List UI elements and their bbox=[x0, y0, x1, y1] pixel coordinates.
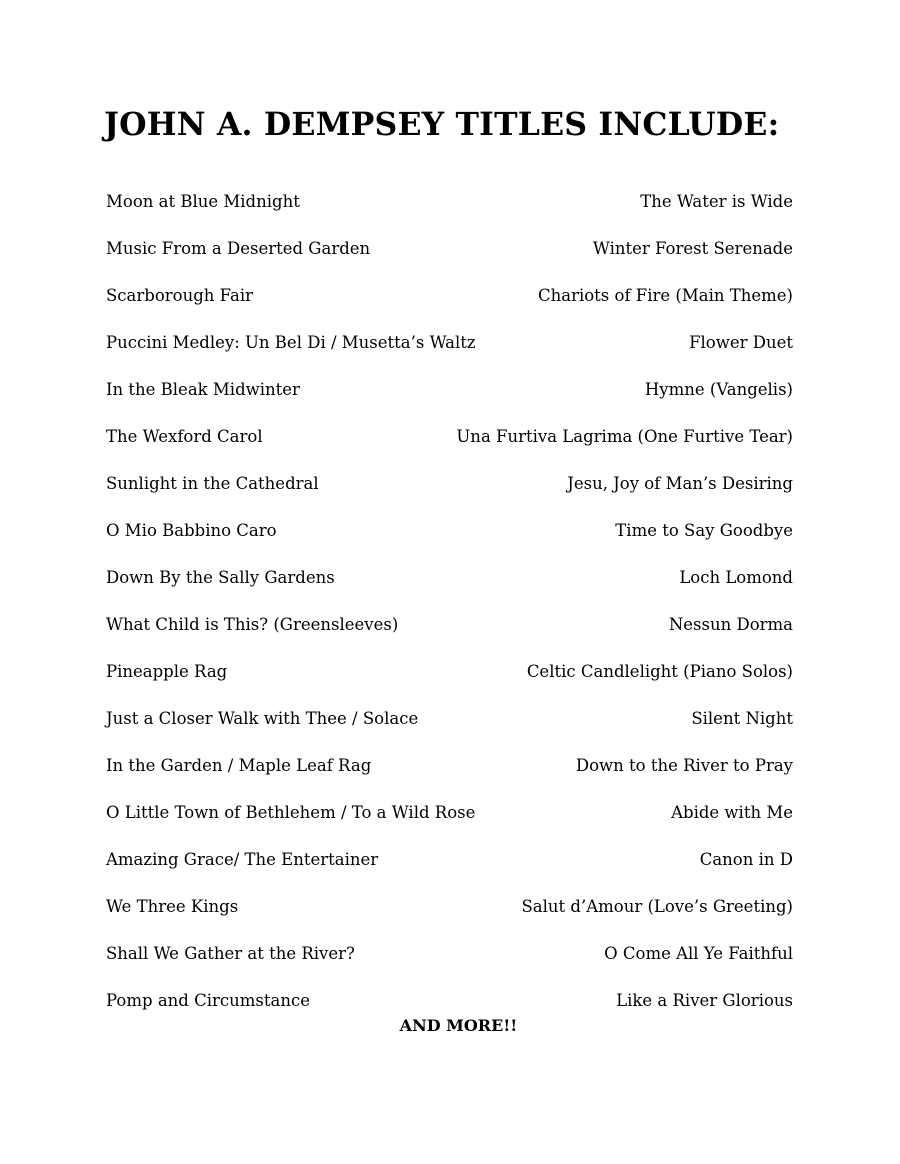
title-right: Abide with Me bbox=[671, 803, 793, 822]
title-row bbox=[106, 661, 793, 708]
title-row bbox=[106, 332, 793, 379]
title-left: Music From a Deserted Garden bbox=[106, 239, 371, 258]
title-right: Time to Say Goodbye bbox=[615, 521, 793, 540]
title-row bbox=[106, 943, 793, 990]
title-left: O Mio Babbino Caro bbox=[106, 521, 277, 540]
title-row bbox=[106, 238, 793, 285]
title-row bbox=[106, 708, 793, 755]
title-right: Winter Forest Serenade bbox=[592, 239, 793, 258]
title-left: Amazing Grace/ The Entertainer bbox=[106, 850, 379, 869]
title-right: Flower Duet bbox=[689, 333, 793, 352]
title-row bbox=[106, 520, 793, 567]
title-left: What Child is This? (Greensleeves) bbox=[106, 615, 399, 634]
title-right: Una Furtiva Lagrima (One Furtive Tear) bbox=[456, 427, 793, 446]
title-row bbox=[106, 379, 793, 426]
title-left: Sunlight in the Cathedral bbox=[106, 474, 319, 493]
page-title: JOHN A. DEMPSEY TITLES INCLUDE: bbox=[104, 106, 780, 143]
title-row bbox=[106, 849, 793, 896]
title-row bbox=[106, 426, 793, 473]
title-row bbox=[106, 285, 793, 332]
title-left: Shall We Gather at the River? bbox=[106, 944, 355, 963]
title-row bbox=[106, 896, 793, 943]
title-right: Hymne (Vangelis) bbox=[644, 380, 793, 399]
title-row bbox=[106, 473, 793, 520]
title-right: Chariots of Fire (Main Theme) bbox=[537, 286, 793, 305]
titles-list bbox=[106, 191, 793, 1037]
and-more-note: AND MORE!! bbox=[399, 1016, 518, 1035]
title-right: Celtic Candlelight (Piano Solos) bbox=[526, 662, 793, 681]
title-right: Jesu, Joy of Man’s Desiring bbox=[567, 474, 793, 493]
title-row bbox=[106, 755, 793, 802]
title-left: The Wexford Carol bbox=[106, 427, 263, 446]
title-right: Loch Lomond bbox=[679, 568, 793, 587]
title-left: In the Bleak Midwinter bbox=[106, 380, 300, 399]
title-right: Nessun Dorma bbox=[668, 615, 793, 634]
title-left: Pineapple Rag bbox=[106, 662, 228, 681]
title-left: Pomp and Circumstance bbox=[106, 991, 310, 1010]
title-right: Canon in D bbox=[699, 850, 793, 869]
title-right: The Water is Wide bbox=[640, 192, 793, 211]
title-left: Scarborough Fair bbox=[106, 286, 253, 305]
title-right: Down to the River to Pray bbox=[575, 756, 793, 775]
title-right: Salut d’Amour (Love’s Greeting) bbox=[521, 897, 793, 916]
title-left: Puccini Medley: Un Bel Di / Musetta’s Waltz bbox=[106, 333, 476, 352]
title-row bbox=[106, 614, 793, 661]
title-left: We Three Kings bbox=[106, 897, 239, 916]
title-right: O Come All Ye Faithful bbox=[604, 944, 793, 963]
title-right: Silent Night bbox=[691, 709, 793, 728]
title-left: Moon at Blue Midnight bbox=[106, 192, 300, 211]
title-left: In the Garden / Maple Leaf Rag bbox=[106, 756, 372, 775]
title-left: O Little Town of Bethlehem / To a Wild Rose bbox=[106, 803, 476, 822]
title-row bbox=[106, 191, 793, 238]
title-right: Like a River Glorious bbox=[616, 991, 793, 1010]
title-row bbox=[106, 802, 793, 849]
title-left: Down By the Sally Gardens bbox=[106, 568, 335, 587]
title-row bbox=[106, 567, 793, 614]
title-left: Just a Closer Walk with Thee / Solace bbox=[106, 709, 419, 728]
